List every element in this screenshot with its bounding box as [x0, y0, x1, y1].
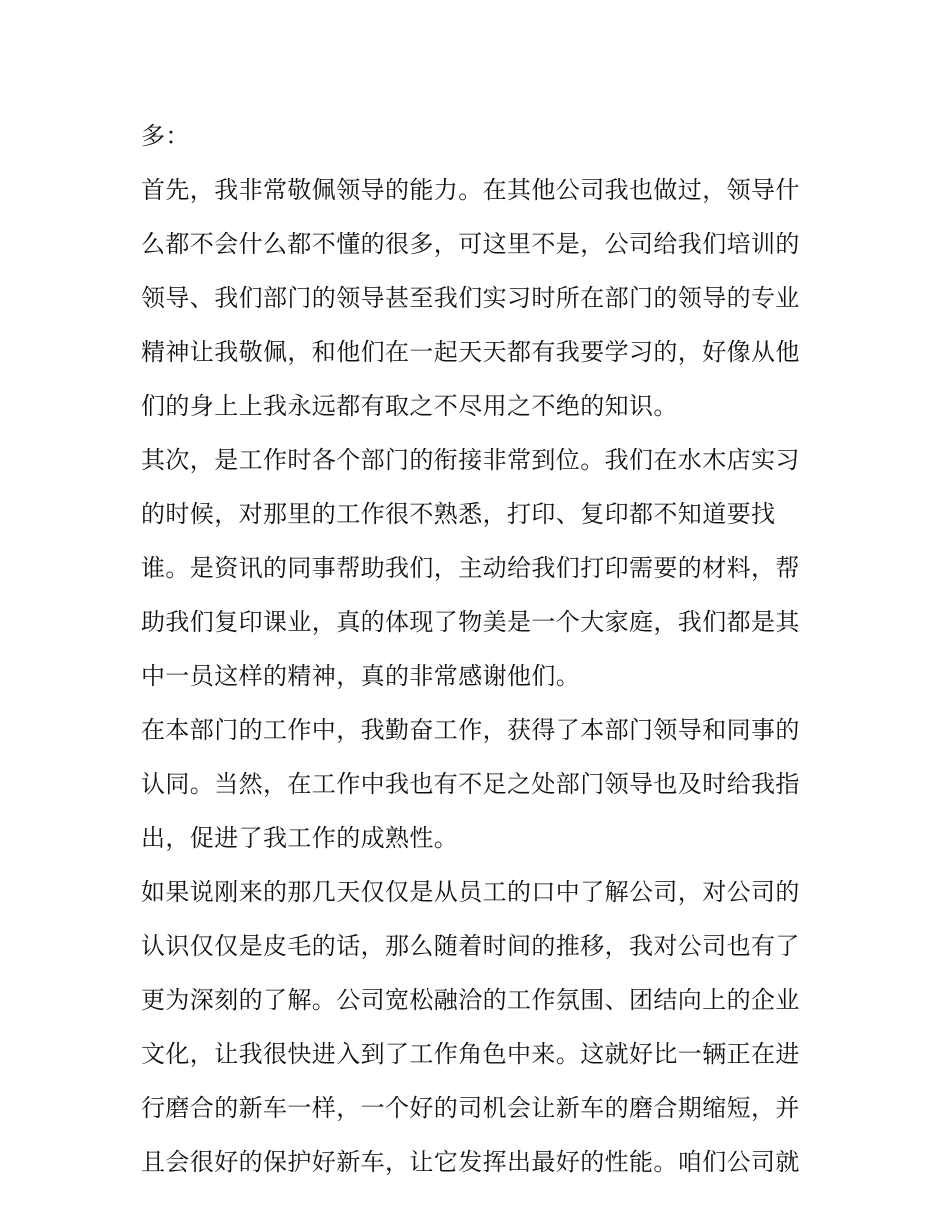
text-line: 且会很好的保护好新车，让它发挥出最好的性能。咱们公司就	[141, 1148, 800, 1176]
text-line: 出，促进了我工作的成熟性。	[141, 824, 459, 852]
text-line: 在本部门的工作中，我勤奋工作，获得了本部门领导和同事的	[141, 716, 800, 744]
text-line: 谁。是资讯的同事帮助我们，主动给我们打印需要的材料，帮	[141, 554, 800, 582]
text-line: 认同。当然，在工作中我也有不足之处部门领导也及时给我指	[141, 770, 800, 798]
text-line: 助我们复印课业，真的体现了物美是一个大家庭，我们都是其	[141, 608, 800, 636]
text-line: 领导、我们部门的领导甚至我们实习时所在部门的领导的专业	[141, 284, 800, 312]
text-line: 么都不会什么都不懂的很多，可这里不是，公司给我们培训的	[141, 230, 800, 258]
text-line: 中一员这样的精神，真的非常感谢他们。	[141, 662, 581, 690]
text-line: 的时候，对那里的工作很不熟悉，打印、复印都不知道要找	[141, 500, 776, 528]
text-line: 们的身上上我永远都有取之不尽用之不绝的知识。	[141, 392, 678, 420]
text-line: 其次，是工作时各个部门的衔接非常到位。我们在水木店实习	[141, 446, 800, 474]
text-line: 首先，我非常敬佩领导的能力。在其他公司我也做过，领导什	[141, 176, 800, 204]
text-line: 精神让我敬佩，和他们在一起天天都有我要学习的，好像从他	[141, 338, 800, 366]
text-line: 认识仅仅是皮毛的话，那么随着时间的推移，我对公司也有了	[141, 932, 800, 960]
text-line: 行磨合的新车一样，一个好的司机会让新车的磨合期缩短，并	[141, 1094, 800, 1122]
text-line: 更为深刻的了解。公司宽松融洽的工作氛围、团结向上的企业	[141, 986, 800, 1014]
text-line: 多：	[141, 122, 190, 150]
text-line: 如果说刚来的那几天仅仅是从员工的口中了解公司，对公司的	[141, 878, 800, 906]
text-line: 文化，让我很快进入到了工作角色中来。这就好比一辆正在进	[141, 1040, 800, 1068]
document-body	[141, 109, 821, 1189]
